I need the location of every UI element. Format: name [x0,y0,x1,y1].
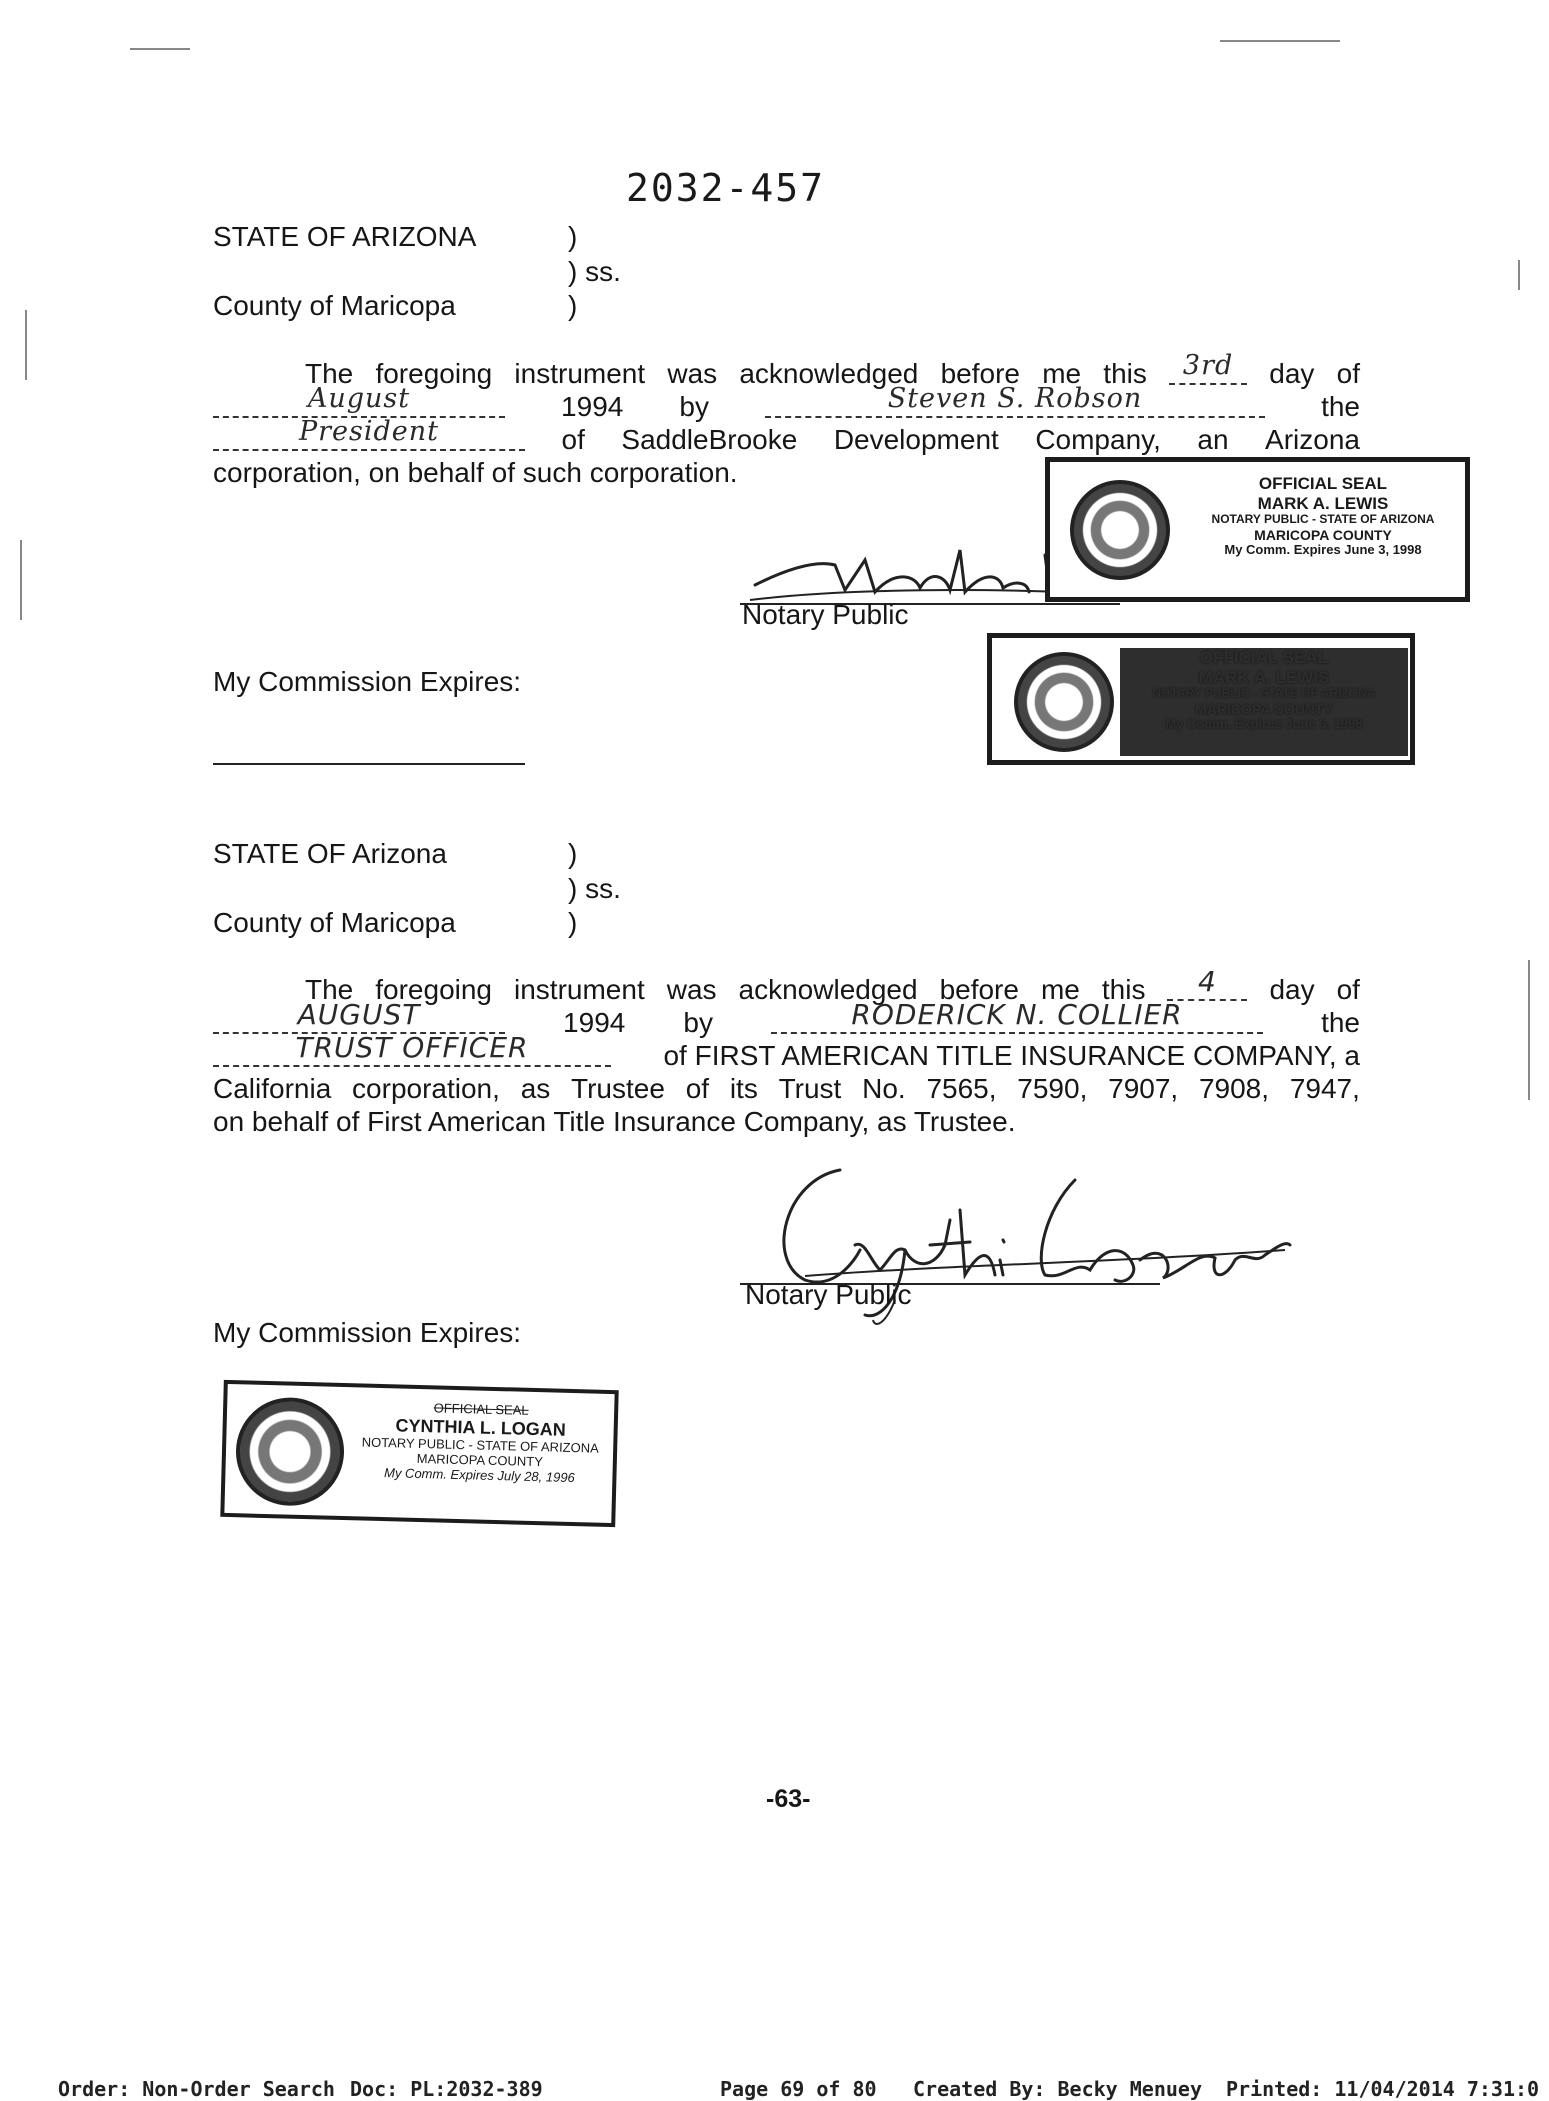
word: instrument [514,974,645,1005]
paragraph-line [213,416,1360,456]
word: by [683,1007,713,1038]
venue-paren: ) [568,907,578,938]
month-blank [213,998,505,1034]
word: as [520,1073,551,1104]
handwritten-title: TRUST OFFICER [295,1031,529,1064]
county-label: County of Maricopa [213,907,456,938]
word: corporation, on behalf of such corporation. [213,457,738,488]
handwritten-day: 3rd [1182,350,1234,381]
word: Arizona [1265,424,1360,455]
footer-page: Page 69 of 80 [720,2077,877,2101]
handwritten-month: August [307,383,411,414]
word: 7565, [926,1073,997,1104]
scan-artifact [1518,260,1520,290]
word: Trustee [571,1073,665,1104]
state-seal-emblem [235,1396,346,1507]
word: No. [862,1073,906,1104]
venue-paren: ) [568,290,578,321]
month-blank [213,383,505,418]
notary-seal [1045,457,1470,602]
seal-line: OFFICIAL SEAL [1199,648,1329,667]
word: Development [833,424,999,455]
seal-line: OFFICIAL SEAL [1258,474,1388,493]
word: foregoing [375,358,493,389]
word: of FIRST AMERICAN TITLE INSURANCE COMPANY, a [663,1040,1360,1071]
paragraph-line [213,1031,1360,1072]
seal-line: MARICOPA COUNTY [1254,526,1392,543]
handwritten-name: RODERICK N. COLLIER [851,998,1183,1031]
name-blank [771,998,1263,1034]
word: California [213,1073,332,1104]
scan-artifact [20,540,22,620]
word: by [679,391,709,422]
word: me [1040,974,1080,1005]
word: was [666,974,717,1005]
seal-line: MARICOPA COUNTY [1195,700,1333,717]
word: this [1101,974,1146,1005]
ss-label: ) ss. [568,256,621,287]
word: Company, [1035,424,1161,455]
word: The [305,358,354,389]
state-seal-emblem [1070,480,1170,580]
venue-paren: ) [568,838,578,869]
word: me [1042,358,1082,389]
scan-artifact [1528,960,1530,1100]
word: 1994 [561,391,624,422]
word: acknowledged [738,974,918,1005]
seal-text [343,1399,617,1487]
seal-line: NOTARY PUBLIC - STATE OF ARIZONA [1211,512,1435,527]
seal-line: NOTARY PUBLIC - STATE OF ARIZONA [1152,686,1376,701]
word: of [561,424,585,455]
word: the [1321,391,1360,422]
notary-public-label: Notary Public [745,1279,912,1310]
scan-artifact [25,310,27,380]
day-blank [1167,965,1247,1001]
seal-line: My Comm. Expires June 3, 1998 [1165,715,1363,731]
word: an [1197,424,1229,455]
name-blank [765,383,1265,418]
word: this [1103,358,1147,389]
seal-line: My Comm. Expires July 28, 1996 [383,1464,575,1485]
record-number: 2032-457 [626,166,826,210]
word: instrument [514,358,646,389]
day-blank [1169,350,1247,385]
word: SaddleBrooke [621,424,798,455]
word: of [685,1073,710,1104]
word: The [305,974,354,1005]
title-blank [213,1031,611,1067]
footer-printed: Printed: 11/04/2014 7:31:0 [1226,2077,1540,2101]
seal-line: MARK A. LEWIS [1198,667,1330,687]
notary-seal-faded [987,633,1415,765]
word: foregoing [375,974,493,1005]
word: its [729,1073,758,1104]
paragraph-line [213,1105,1360,1138]
seal-line: CYNTHIA L. LOGAN [395,1415,567,1440]
title-blank [213,416,525,451]
footer-created-by: Created By: Becky Menuey [913,2077,1202,2101]
seal-line: NOTARY PUBLIC - STATE OF ARIZONA [361,1434,599,1456]
word: was [667,358,718,389]
commission-expires-label: My Commission Expires: [213,1317,522,1348]
seal-text [1178,474,1468,558]
scan-artifact [1220,40,1340,42]
state-seal-emblem [1014,652,1114,752]
word: 1994 [563,1007,626,1038]
word: before [939,974,1019,1005]
state-label: STATE OF ARIZONA [213,221,477,252]
word: 7590, [1017,1073,1088,1104]
word: corporation, [352,1073,500,1104]
seal-line: OFFICIAL SEAL [433,1400,529,1418]
ss-label: ) ss. [568,873,621,904]
paragraph-line [213,1072,1360,1105]
word: on behalf of First American Title Insurance Company, as Trustee. [213,1106,1016,1137]
page-number: -63- [766,1785,811,1813]
footer-order: Order: Non-Order Search [58,2077,335,2101]
word: acknowledged [739,358,919,389]
state-label: STATE OF Arizona [213,838,447,869]
word: 7908, [1198,1073,1270,1104]
handwritten-title: President [298,416,440,447]
handwritten-name: Steven S. Robson [887,383,1143,414]
word: day [1269,358,1315,389]
venue-paren: ) [568,221,578,252]
seal-text [1120,648,1408,756]
commission-expires-label: My Commission Expires: [213,666,522,697]
word: of [1336,358,1360,389]
county-label: County of Maricopa [213,290,456,321]
seal-line: MARICOPA COUNTY [416,1450,544,1469]
commission-date-line [213,763,525,765]
acknowledgment-paragraph-2 [213,965,1360,1138]
word: 7947, [1289,1073,1360,1104]
seal-line: My Comm. Expires June 3, 1998 [1224,541,1422,557]
notary-seal [220,1380,618,1527]
word: Trust [778,1073,842,1104]
word: of [1336,974,1360,1005]
handwritten-day: 4 [1198,965,1217,998]
notary-public-label: Notary Public [742,599,909,630]
seal-line: MARK A. LEWIS [1257,493,1389,513]
footer-doc: Doc: PL:2032-389 [350,2077,543,2101]
handwritten-month: AUGUST [297,998,421,1031]
word: day [1269,974,1315,1005]
word: before [940,358,1020,389]
word: 7907, [1108,1073,1179,1104]
word: the [1321,1007,1360,1038]
scan-artifact [130,48,190,50]
